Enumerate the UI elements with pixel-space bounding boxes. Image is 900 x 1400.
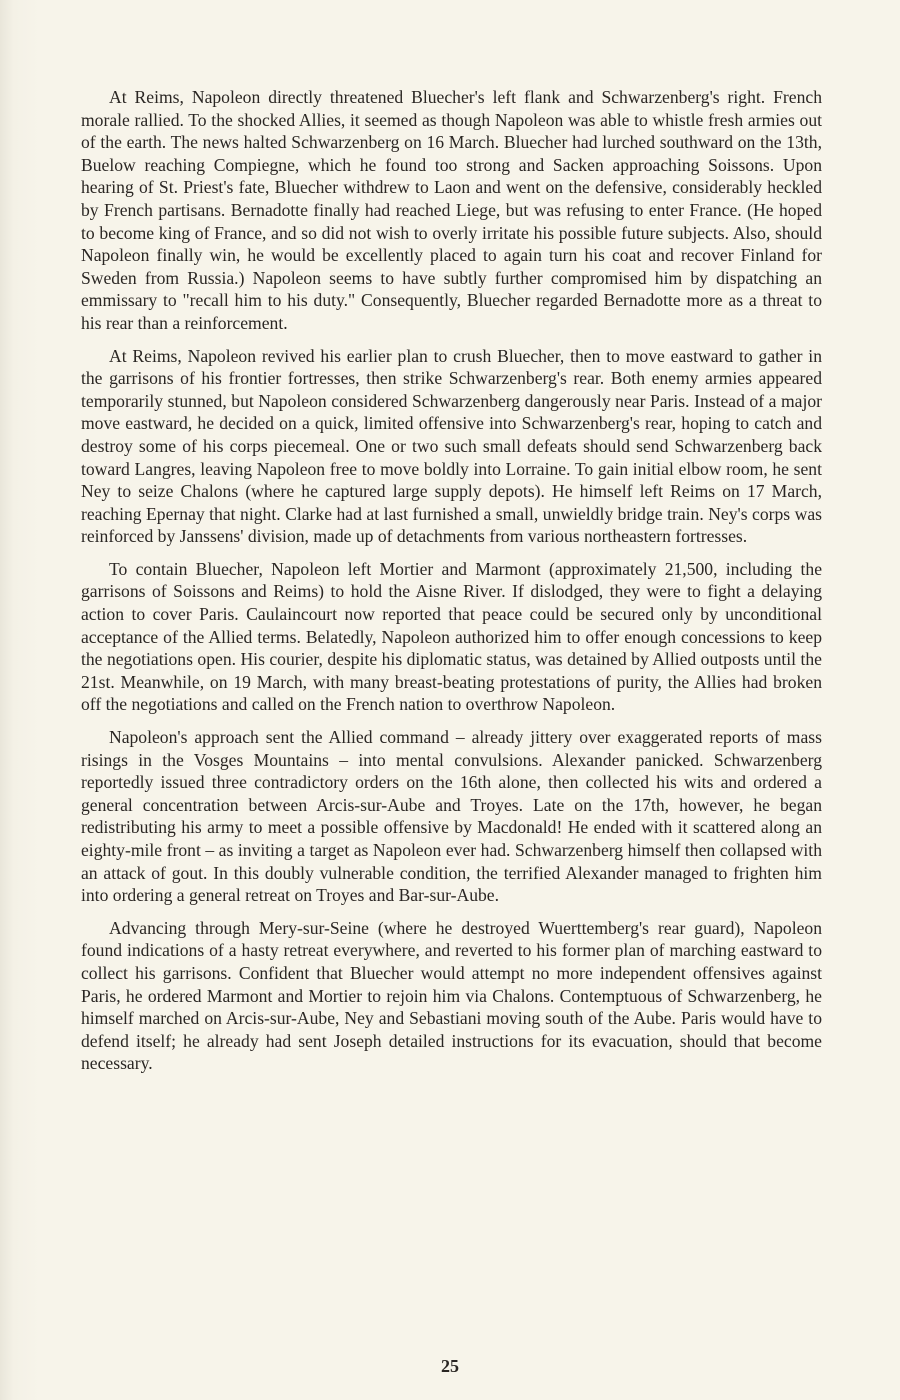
paragraph-2: At Reims, Napoleon revived his earlier plan to crush Bluecher, then to move eastward to gather in the garrisons of his frontier fortresses, then strike Schwarzenberg's rear. Both enemy armies appeared temporarily stunned, but Napoleon considered Schwarzenberg dangerously near Paris. Instead of a major move eastward, he decided on a quick, limited offensive into Schwarzenberg's rear, hoping to catch and destroy some of his corps piecemeal. One or two such small defeats should send Schwarzenberg back toward Langres, leaving Napoleon free to move boldly into Lorraine. To gain initial elbow room, he sent Ney to seize Chalons (where he captured large supply depots). He himself left Reims on 17 March, reaching Epernay that night. Clarke had at last furnished a small, unwieldly bridge train. Ney's corps was reinforced by Janssens' division, made up of detachments from various northeastern fortresses. [81,345,822,547]
paragraph-1: At Reims, Napoleon directly threatened Bluecher's left flank and Schwarzenberg's right. French morale rallied. To the shocked Allies, it seemed as though Napoleon was able to whistle fresh armies out of the earth. The news halted Schwarzenberg on 16 March. Bluecher had lurched southward on the 13th, Buelow reaching Compiegne, which he found too strong and Sacken approaching Soissons. Upon hearing of St. Priest's fate, Bluecher withdrew to Laon and went on the defensive, considerably heckled by French partisans. Bernadotte finally had reached Liege, but was refusing to enter France. (He hoped to become king of France, and so did not wish to overly irritate his possible future subjects. Also, should Napoleon finally win, he would be excellently placed to again turn his coat and recover Finland for Sweden from Russia.) Napoleon seems to have subtly further compromised him by dispatching an emmissary to "recall him to his duty." Consequently, Bluecher regarded Bernadotte more as a threat to his rear than a reinforcement. [81,87,822,333]
paragraph-3: To contain Bluecher, Napoleon left Mortier and Marmont (approximately 21,500, including the garrisons of Soissons and Reims) to hold the Aisne River. If dislodged, they were to fight a delaying action to cover Paris. Caulaincourt now reported that peace could be secured only by unconditional acceptance of the Allied terms. Belatedly, Napoleon authorized him to offer enough concessions to keep the negotiations open. His courier, despite his diplomatic status, was detained by Allied outposts until the 21st. Meanwhile, on 19 March, with many breast-beating protestations of purity, the Allies had broken off the negotiations and called on the French nation to overthrow Napoleon. [81,558,822,715]
paragraph-5: Advancing through Mery-sur-Seine (where he destroyed Wuerttemberg's rear guard), Napoleon found indications of a hasty retreat everywhere, and reverted to his former plan of marching eastward to collect his garrisons. Confident that Bluecher would attempt no more independent offensives against Paris, he ordered Marmont and Mortier to rejoin him via Chalons. Contemptuous of Schwarzenberg, he himself marched on Arcis-sur-Aube, Ney and Sebastiani moving south of the Aube. Paris would have to defend itself; he already had sent Joseph detailed instructions for its evacuation, should that become necessary. [81,917,822,1074]
paragraph-4: Napoleon's approach sent the Allied command – already jittery over exaggerated reports of mass risings in the Vosges Mountains – into mental convulsions. Alexander panicked. Schwarzenberg reportedly issued three contradictory orders on the 16th alone, then collected his wits and ordered a general concentration between Arcis-sur-Aube and Troyes. Late on the 17th, however, he began redistributing his army to meet a possible offensive by Macdonald! He ended with it scattered along an eighty-mile front – as inviting a target as Napoleon ever had. Schwarzenberg himself then collapsed with an attack of gout. In this doubly vulnerable condition, the terrified Alexander managed to frighten him into ordering a general retreat on Troyes and Bar-sur-Aube. [81,727,822,906]
page-number: 25 [441,1356,459,1376]
body-text [81,86,822,1085]
